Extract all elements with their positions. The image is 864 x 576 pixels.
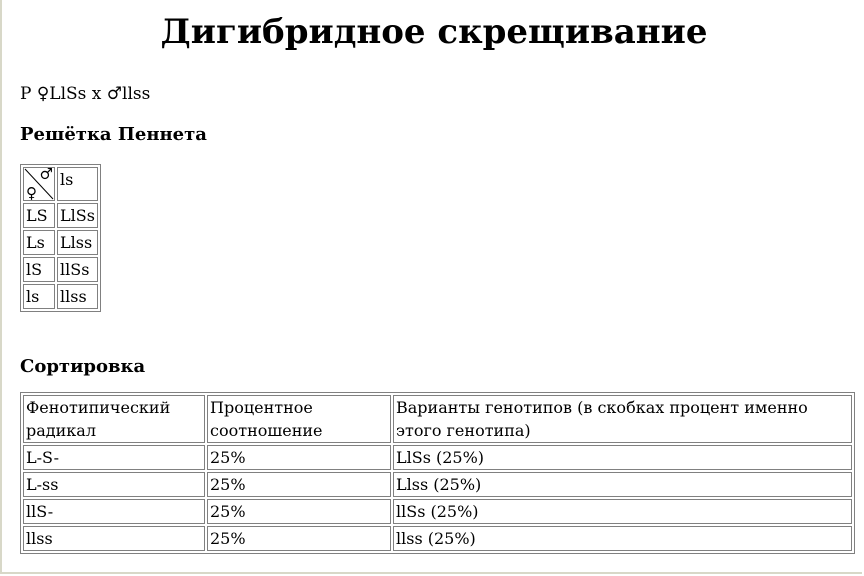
punnett-row-gamete: lS: [23, 257, 55, 282]
sorting-cell-percent: 25%: [207, 445, 391, 470]
punnett-cell: llss: [57, 284, 98, 309]
punnett-row-gamete: ls: [23, 284, 55, 309]
sorting-cell-percent: 25%: [207, 499, 391, 524]
sorting-header-phenotype: Фенотипический радикал: [23, 395, 205, 443]
sorting-table: [20, 392, 855, 554]
sorting-row: [23, 526, 852, 551]
male-corner-icon: ♂: [39, 165, 53, 183]
punnett-corner-cell: [23, 167, 55, 201]
sorting-cell-phenotype: L-S-: [23, 445, 205, 470]
punnett-cell: LlSs: [57, 203, 98, 228]
punnett-row: [23, 230, 98, 255]
punnett-col-gamete: ls: [57, 167, 98, 201]
male-genotype: llss: [122, 84, 151, 104]
punnett-cell: Llss: [57, 230, 98, 255]
punnett-heading: Решётка Пеннета: [20, 124, 207, 145]
male-symbol-icon: ♂: [106, 84, 123, 104]
sorting-cell-percent: 25%: [207, 526, 391, 551]
sorting-header-percent: Процентное соотношение: [207, 395, 391, 443]
punnett-square: [20, 164, 101, 312]
sorting-cell-phenotype: llss: [23, 526, 205, 551]
punnett-cell: llSs: [57, 257, 98, 282]
sorting-row: [23, 445, 852, 470]
punnett-row-gamete: LS: [23, 203, 55, 228]
sorting-cell-genotypes: LlSs (25%): [393, 445, 852, 470]
sorting-cell-percent: 25%: [207, 472, 391, 497]
punnett-row-gamete: Ls: [23, 230, 55, 255]
punnett-row: [23, 203, 98, 228]
parents-prefix: P: [20, 84, 37, 104]
sorting-row: [23, 472, 852, 497]
cross-sign: x: [86, 84, 107, 104]
document-content: [20, 0, 858, 554]
punnett-row: [23, 284, 98, 309]
sorting-heading: Сортировка: [20, 356, 146, 377]
parents-line: [20, 84, 858, 104]
female-corner-icon: ♀: [26, 184, 37, 202]
sorting-header-row: [23, 395, 852, 443]
sorting-header-genotypes: Варианты генотипов (в скобках процент именно этого генотипа): [393, 395, 852, 443]
sorting-row: [23, 499, 852, 524]
sorting-cell-genotypes: llSs (25%): [393, 499, 852, 524]
page-title: Дигибридное скрещивание: [160, 12, 708, 52]
female-genotype: LlSs: [49, 84, 87, 104]
punnett-row: [23, 257, 98, 282]
sorting-cell-phenotype: L-ss: [23, 472, 205, 497]
sex-diagonal-icon: [24, 165, 54, 202]
sorting-cell-genotypes: llss (25%): [393, 526, 852, 551]
sorting-cell-genotypes: Llss (25%): [393, 472, 852, 497]
female-symbol-icon: ♀: [36, 84, 50, 104]
punnett-header-row: [23, 167, 98, 201]
sorting-cell-phenotype: llS-: [23, 499, 205, 524]
